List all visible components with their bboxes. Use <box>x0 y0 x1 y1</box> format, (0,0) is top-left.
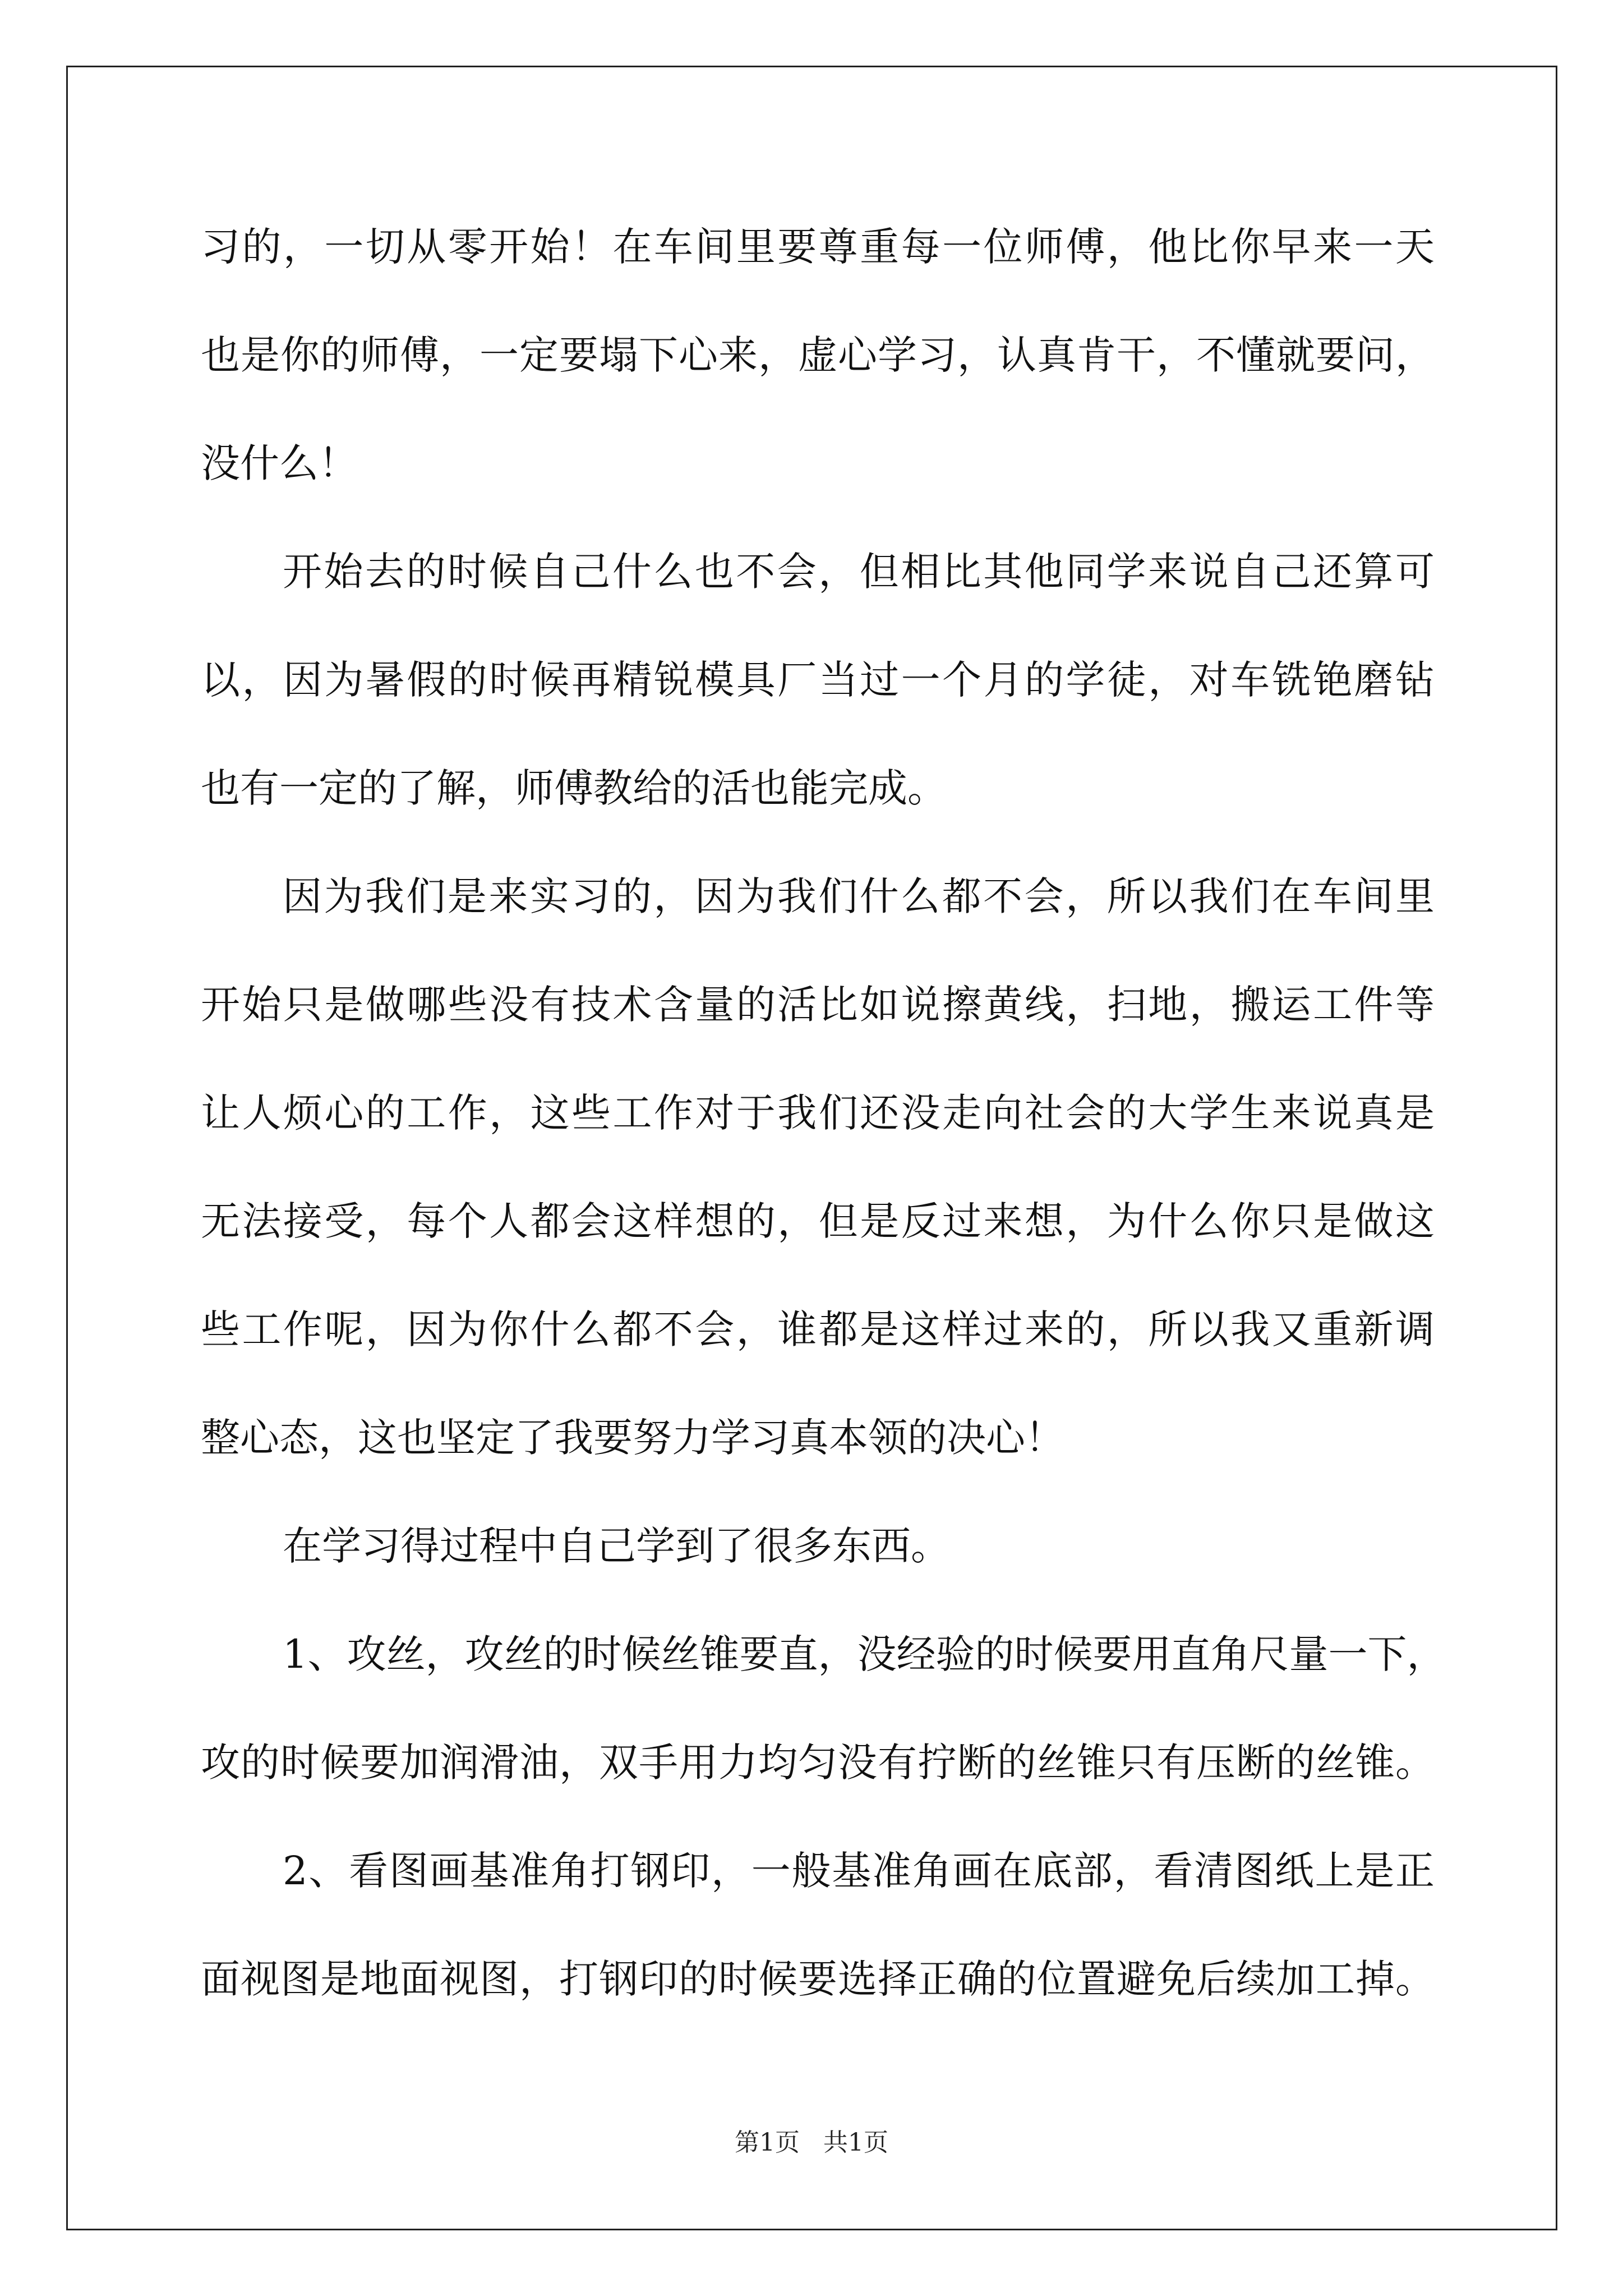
page-number: 第1页 共1页 <box>735 2128 888 2157</box>
text-line: 没什么！ <box>201 440 358 486</box>
paragraph-first-line: 在学习得过程中自己学到了很多东西。 <box>283 1523 950 1569</box>
text-line: 整心态，这也坚定了我要努力学习真本领的决心！ <box>201 1415 1064 1461</box>
text-line: 也是你的师傅，一定要塌下心来，虚心学习，认真肯干，不懂就要问， <box>201 332 1435 378</box>
page-border <box>66 66 1557 2230</box>
text-line: 无法接受，每个人都会这样想的，但是反过来想，为什么你只是做这 <box>201 1198 1435 1244</box>
paragraph-first-line: 开始去的时候自己什么也不会，但相比其他同学来说自己还算可 <box>283 549 1435 595</box>
text-line: 开始只是做哪些没有技术含量的活比如说擦黄线，扫地，搬运工件等 <box>201 982 1435 1028</box>
paragraph-first-line: 因为我们是来实习的，因为我们什么都不会，所以我们在车间里 <box>283 873 1435 919</box>
list-item-1-line: 1、攻丝，攻丝的时候丝锥要直，没经验的时候要用直角尺量一下， <box>283 1631 1446 1677</box>
text-line: 让人烦心的工作，这些工作对于我们还没走向社会的大学生来说真是 <box>201 1090 1435 1136</box>
text-line: 习的，一切从零开始！在车间里要尊重每一位师傅，他比你早来一天 <box>201 224 1435 270</box>
text-line: 也有一定的了解，师傅教给的活也能完成。 <box>201 765 947 811</box>
list-item-2-line: 2、看图画基准角打钢印，一般基准角画在底部，看清图纸上是正 <box>283 1848 1435 1894</box>
text-line: 攻的时候要加润滑油，双手用力均匀没有拧断的丝锥只有压断的丝锥。 <box>201 1740 1435 1786</box>
text-line: 些工作呢，因为你什么都不会，谁都是这样过来的，所以我又重新调 <box>201 1306 1435 1352</box>
text-line: 以，因为暑假的时候再精锐模具厂当过一个月的学徒，对车铣铯磨钻 <box>201 657 1435 703</box>
text-line: 面视图是地面视图，打钢印的时候要选择正确的位置避免后续加工掉。 <box>201 1956 1435 2002</box>
